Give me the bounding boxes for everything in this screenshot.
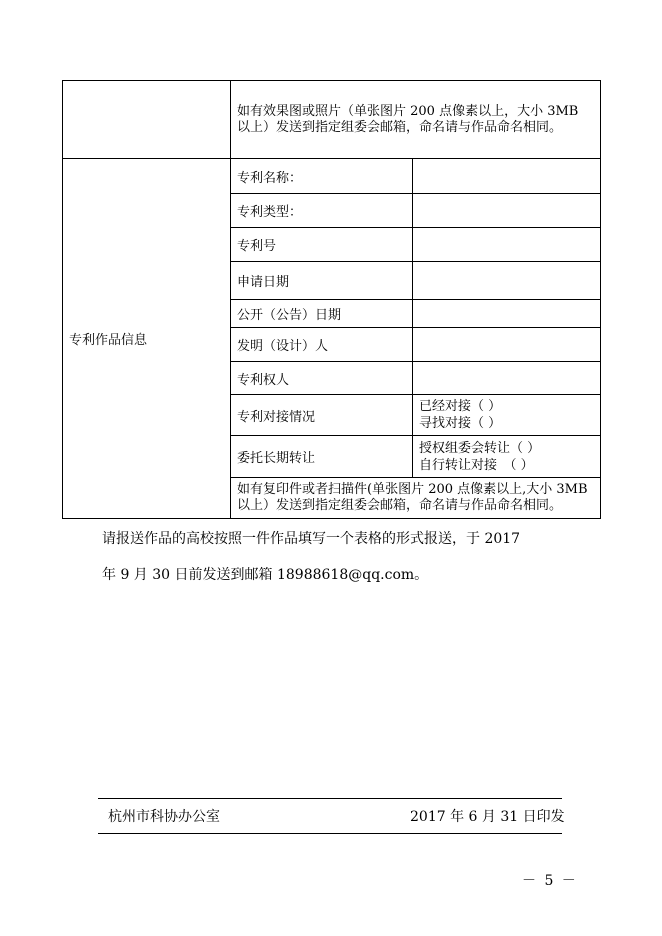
row-label-publication-date: 公开（公告）日期 [231, 300, 413, 328]
docking-status-options [413, 395, 601, 436]
row-label-docking-status: 专利对接情况 [231, 395, 413, 436]
patentee-value[interactable] [413, 362, 601, 395]
row-label-inventor: 发明（设计）人 [231, 328, 413, 362]
option-self-transfer[interactable]: 自行转让对接 （ ） [419, 457, 534, 473]
section-label: 专利作品信息 [63, 159, 231, 519]
publication-date-value[interactable] [413, 300, 601, 328]
patent-type-value[interactable] [413, 194, 601, 228]
inventor-value[interactable] [413, 328, 601, 362]
submission-paragraph-line2: 年 9 月 30 日前发送到邮箱 18988618@qq.com。 [102, 567, 429, 583]
patent-name-value[interactable] [413, 159, 601, 194]
page-number: － 5 － [522, 873, 578, 889]
transfer-options [413, 436, 601, 478]
row-label-application-date: 申请日期 [231, 262, 413, 300]
scan-note: 如有复印件或者扫描件(单张图片 200 点像素以上,大小 3MB 以上）发送到指定组委会邮箱，命名请与作品命名相同。 [231, 478, 601, 519]
issuing-office: 杭州市科协办公室 [108, 809, 220, 825]
row-label-patent-type: 专利类型： [231, 194, 413, 228]
submission-paragraph-line1: 请报送作品的高校按照一件作品填写一个表格的形式报送，于 2017 [102, 531, 521, 547]
row-label-patentee: 专利权人 [231, 362, 413, 395]
option-authorize-committee[interactable]: 授权组委会转让（ ） [419, 440, 541, 456]
patent-number-value[interactable] [413, 228, 601, 262]
option-seeking-docking[interactable]: 寻找对接（ ） [419, 416, 502, 431]
row-label-patent-number: 专利号 [231, 228, 413, 262]
photo-note: 如有效果图或照片（单张图片 200 点像素以上，大小 3MB 以上）发送到指定组委会邮箱，命名请与作品命名相同。 [231, 81, 601, 159]
application-date-value[interactable] [413, 262, 601, 300]
row-label-patent-name: 专利名称： [231, 159, 413, 194]
issue-date: 2017 年 6 月 31 日印发 [410, 809, 565, 825]
patent-info-table [62, 80, 601, 519]
footer-bottom-rule [98, 833, 562, 834]
option-already-docked[interactable]: 已经对接（ ） [419, 399, 502, 414]
empty-cell [63, 81, 231, 159]
row-label-long-term-transfer: 委托长期转让 [231, 436, 413, 478]
footer-top-rule [98, 798, 562, 799]
